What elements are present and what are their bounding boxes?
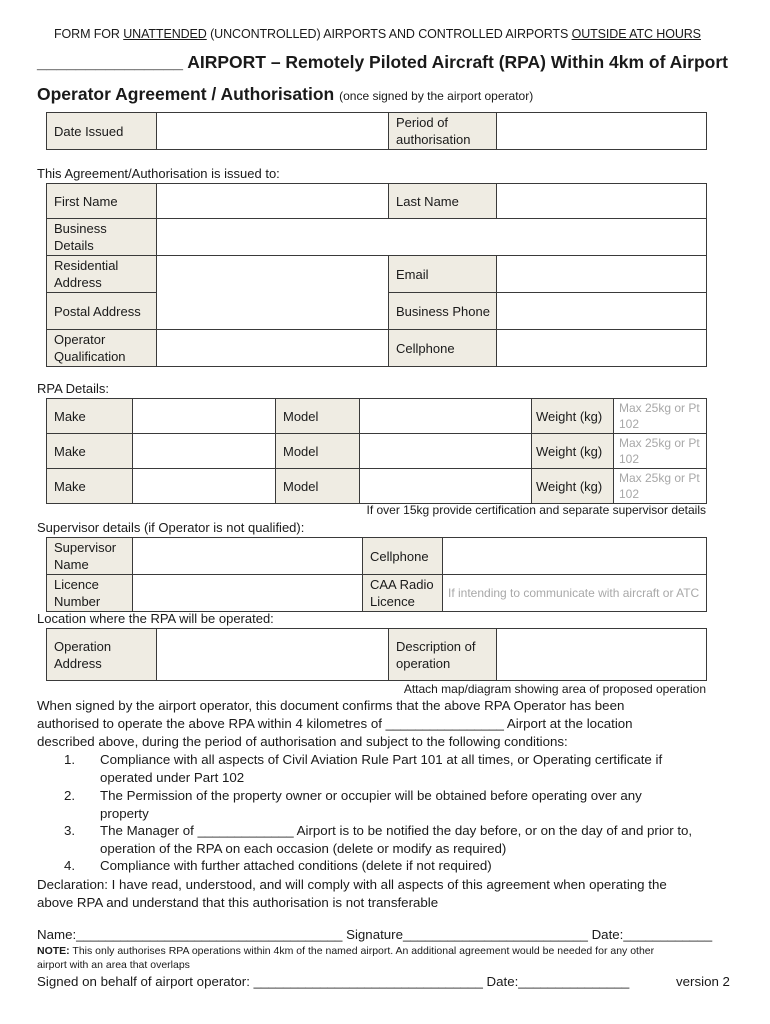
licence-number-field[interactable] bbox=[133, 575, 363, 612]
form-subtitle bbox=[37, 84, 533, 105]
body-line-2: authorised to operate the above RPA within 4 kilometres of ________________ Airport at the location bbox=[37, 716, 633, 731]
condition-item bbox=[64, 787, 754, 823]
residential-address-label: Residential Address bbox=[47, 256, 157, 293]
address-field[interactable] bbox=[157, 256, 389, 330]
period-label: Period of authorisation bbox=[389, 113, 497, 150]
condition-line: operated under Part 102 bbox=[100, 769, 245, 785]
model-label: Model bbox=[276, 469, 360, 504]
operator-qualification-label: Operator Qualification bbox=[47, 330, 157, 367]
condition-text bbox=[100, 857, 492, 875]
rpa-row bbox=[47, 469, 707, 504]
weight-label: Weight (kg) bbox=[532, 434, 614, 469]
form-type-line bbox=[54, 27, 701, 41]
weight-label: Weight (kg) bbox=[532, 399, 614, 434]
supervisor-heading: Supervisor details (if Operator is not qualified): bbox=[37, 520, 305, 535]
form-type-middle: (UNCONTROLLED) AIRPORTS AND CONTROLLED AIRPORTS bbox=[206, 27, 572, 41]
body-line-1: When signed by the airport operator, this document confirms that the above RPA Operator has been bbox=[37, 698, 625, 713]
operation-address-field[interactable] bbox=[157, 629, 389, 681]
note-line-1 bbox=[37, 944, 654, 958]
operator-table bbox=[46, 183, 707, 367]
note-label: NOTE: bbox=[37, 945, 70, 957]
issue-table bbox=[46, 112, 707, 150]
condition-line: The Manager of _____________ Airport is to be notified the day before, or on the day of and prior to, bbox=[100, 823, 693, 838]
supervisor-name-field[interactable] bbox=[133, 538, 363, 575]
weight-label: Weight (kg) bbox=[532, 469, 614, 504]
caa-radio-field[interactable]: If intending to communicate with aircraft or ATC bbox=[443, 575, 707, 612]
supervisor-cellphone-label: Cellphone bbox=[363, 538, 443, 575]
note-text: This only authorises RPA operations within 4km of the named airport. An additional agreement would be needed for any other bbox=[69, 945, 655, 957]
location-heading: Location where the RPA will be operated: bbox=[37, 611, 274, 626]
email-field[interactable] bbox=[497, 256, 707, 293]
body-line-3: described above, during the period of authorisation and subject to the following conditions: bbox=[37, 734, 568, 749]
declaration-line-2: above RPA and understand that this authorisation is not transferable bbox=[37, 895, 439, 910]
first-name-label: First Name bbox=[47, 184, 157, 219]
business-details-field[interactable] bbox=[157, 219, 707, 256]
description-label: Description of operation bbox=[389, 629, 497, 681]
subtitle-note: (once signed by the airport operator) bbox=[339, 89, 534, 103]
postal-address-label: Postal Address bbox=[47, 293, 157, 330]
rpa-heading: RPA Details: bbox=[37, 381, 110, 396]
condition-number: 3. bbox=[64, 823, 76, 838]
condition-line: operation of the RPA on each occasion (delete or modify as required) bbox=[100, 840, 507, 856]
last-name-field[interactable] bbox=[497, 184, 707, 219]
make-label: Make bbox=[47, 399, 133, 434]
make-field[interactable] bbox=[133, 469, 276, 504]
condition-number: 2. bbox=[64, 788, 76, 803]
period-field[interactable] bbox=[497, 113, 707, 150]
condition-number: 4. bbox=[64, 858, 76, 873]
form-title: _______________ AIRPORT – Remotely Piloted Aircraft (RPA) Within 4km of Airport bbox=[37, 52, 728, 72]
date-issued-label: Date Issued bbox=[47, 113, 157, 150]
condition-text bbox=[100, 787, 642, 822]
rpa-footnote: If over 15kg provide certification and separate supervisor details bbox=[366, 503, 706, 517]
version-label: version 2 bbox=[676, 974, 730, 989]
weight-field[interactable]: Max 25kg or Pt 102 bbox=[614, 399, 707, 434]
condition-item bbox=[64, 822, 754, 858]
condition-line: property bbox=[100, 805, 149, 821]
form-type-prefix: FORM FOR bbox=[54, 27, 124, 41]
licence-number-label: Licence Number bbox=[47, 575, 133, 612]
condition-item bbox=[64, 751, 754, 787]
issued-to-heading: This Agreement/Authorisation is issued to: bbox=[37, 166, 280, 181]
operation-address-label: Operation Address bbox=[47, 629, 157, 681]
unattended-text: UNATTENDED bbox=[123, 27, 207, 41]
condition-item bbox=[64, 857, 754, 875]
outside-atc-text: OUTSIDE ATC HOURS bbox=[571, 27, 701, 41]
condition-number: 1. bbox=[64, 752, 76, 767]
operator-qualification-field[interactable] bbox=[157, 330, 389, 367]
make-field[interactable] bbox=[133, 399, 276, 434]
model-field[interactable] bbox=[360, 399, 532, 434]
condition-line: The Permission of the property owner or occupier will be obtained before operating over any bbox=[100, 788, 642, 803]
cellphone-label: Cellphone bbox=[389, 330, 497, 367]
supervisor-cellphone-field[interactable] bbox=[443, 538, 707, 575]
business-details-label: Business Details bbox=[47, 219, 157, 256]
signature-line[interactable]: Name:____________________________________ Signature_________________________ Date:____________ bbox=[37, 927, 713, 942]
weight-field[interactable]: Max 25kg or Pt 102 bbox=[614, 434, 707, 469]
make-label: Make bbox=[47, 469, 133, 504]
first-name-field[interactable] bbox=[157, 184, 389, 219]
model-field[interactable] bbox=[360, 469, 532, 504]
email-label: Email bbox=[389, 256, 497, 293]
caa-radio-label: CAA Radio Licence bbox=[363, 575, 443, 612]
condition-text bbox=[100, 751, 662, 786]
signed-behalf-line[interactable]: Signed on behalf of airport operator: _______________________________ Date:_______________ bbox=[37, 974, 630, 989]
business-phone-field[interactable] bbox=[497, 293, 707, 330]
date-issued-field[interactable] bbox=[157, 113, 389, 150]
business-phone-label: Business Phone bbox=[389, 293, 497, 330]
condition-text bbox=[100, 822, 692, 857]
make-label: Make bbox=[47, 434, 133, 469]
weight-field[interactable]: Max 25kg or Pt 102 bbox=[614, 469, 707, 504]
model-label: Model bbox=[276, 434, 360, 469]
rpa-row bbox=[47, 399, 707, 434]
supervisor-table bbox=[46, 537, 707, 612]
last-name-label: Last Name bbox=[389, 184, 497, 219]
location-table bbox=[46, 628, 707, 681]
map-note: Attach map/diagram showing area of proposed operation bbox=[403, 682, 706, 696]
condition-line: Compliance with further attached conditions (delete if not required) bbox=[100, 858, 492, 873]
cellphone-field[interactable] bbox=[497, 330, 707, 367]
rpa-row bbox=[47, 434, 707, 469]
description-field[interactable] bbox=[497, 629, 707, 681]
model-field[interactable] bbox=[360, 434, 532, 469]
condition-line: Compliance with all aspects of Civil Aviation Rule Part 101 at all times, or Operating certificate if bbox=[100, 752, 663, 767]
make-field[interactable] bbox=[133, 434, 276, 469]
model-label: Model bbox=[276, 399, 360, 434]
rpa-table bbox=[46, 398, 707, 504]
subtitle-text: Operator Agreement / Authorisation bbox=[37, 84, 335, 104]
supervisor-name-label: Supervisor Name bbox=[47, 538, 133, 575]
declaration-line-1: Declaration: I have read, understood, and will comply with all aspects of this agreement when operating the bbox=[37, 877, 667, 892]
note-line-2: airport with an area that overlaps bbox=[37, 959, 190, 971]
